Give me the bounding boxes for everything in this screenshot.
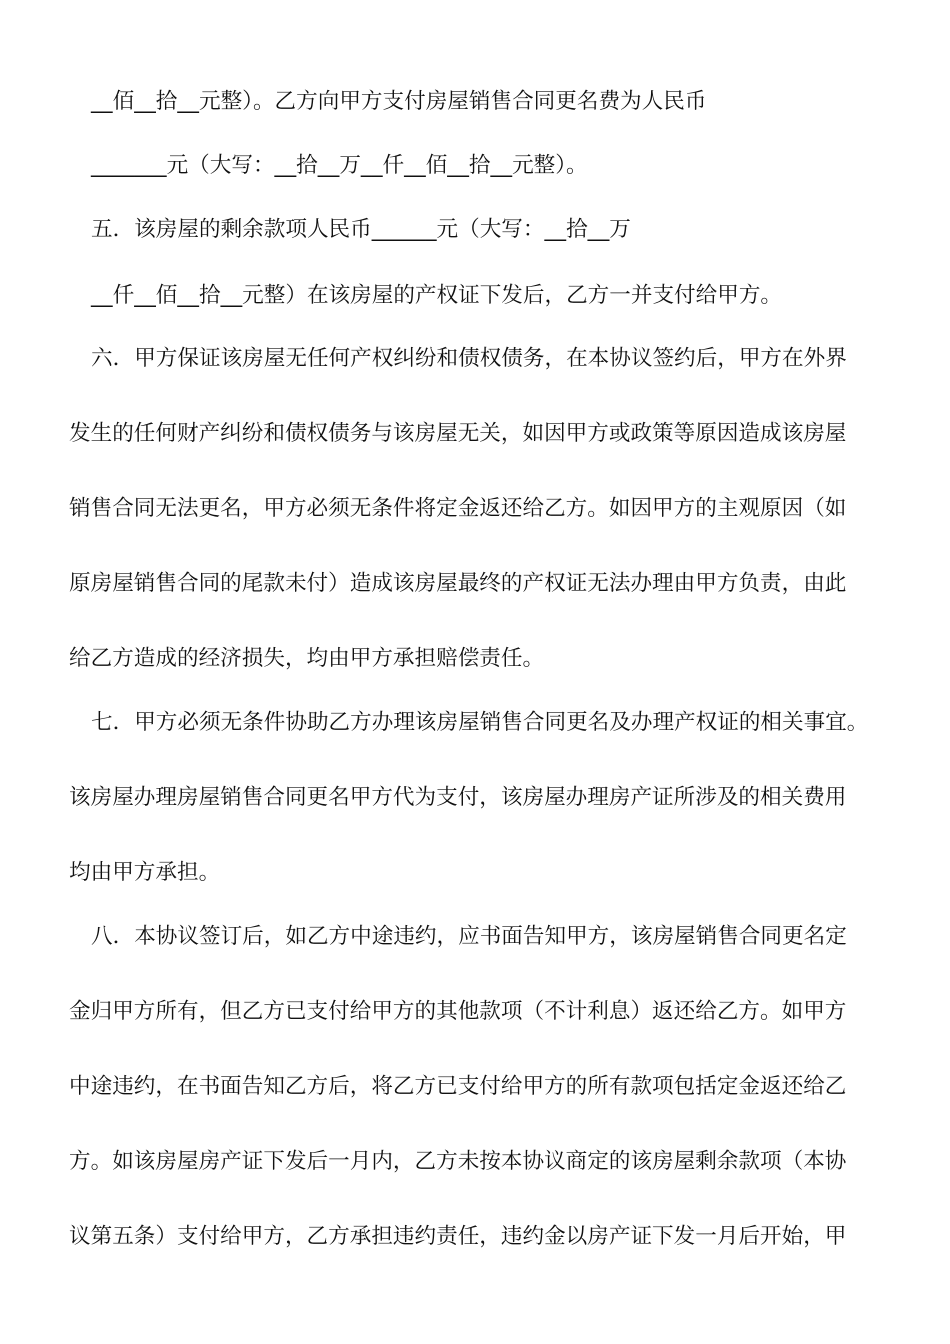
text-line: 发生的任何财产纠纷和债权债务与该房屋无关，如因甲方或政策等原因造成该房屋 xyxy=(69,421,847,446)
text-line: 八．本协议签订后，如乙方中途违约，应书面告知甲方，该房屋销售合同更名定 xyxy=(91,924,847,949)
text-line: 均由甲方承担。 xyxy=(69,860,221,885)
text-line: 该房屋办理房屋销售合同更名甲方代为支付，该房屋办理房产证所涉及的相关费用 xyxy=(69,785,847,810)
text-line: 原房屋销售合同的尾款未付）造成该房屋最终的产权证无法办理由甲方负责，由此 xyxy=(69,571,847,596)
text-line: __佰__拾__元整）。乙方向甲方支付房屋销售合同更名费为人民币 xyxy=(91,89,707,114)
text-line: 销售合同无法更名，甲方必须无条件将定金返还给乙方。如因甲方的主观原因（如 xyxy=(69,496,847,521)
text-line: 六．甲方保证该房屋无任何产权纠纷和债权债务，在本协议签约后，甲方在外界 xyxy=(91,346,847,371)
text-line: 中途违约，在书面告知乙方后，将乙方已支付给甲方的所有款项包括定金返还给乙 xyxy=(69,1074,847,1099)
text-line: 金归甲方所有，但乙方已支付给甲方的其他款项（不计利息）返还给乙方。如甲方 xyxy=(69,999,847,1024)
text-line: 五．该房屋的剩余款项人民币______元（大写：__拾__万 xyxy=(91,217,631,242)
text-line: __仟__佰__拾__元整）在该房屋的产权证下发后，乙方一并支付给甲方。 xyxy=(91,283,783,308)
text-line: 方。如该房屋房产证下发后一月内，乙方未按本协议商定的该房屋剩余款项（本协 xyxy=(69,1149,847,1174)
text-line: 议第五条）支付给甲方，乙方承担违约责任，违约金以房产证下发一月后开始，甲 xyxy=(69,1224,847,1249)
text-line: 给乙方造成的经济损失，均由甲方承担赔偿责任。 xyxy=(69,646,545,671)
text-line: _______元（大写：__拾__万__仟__佰__拾__元整）。 xyxy=(91,153,588,178)
text-line: 七．甲方必须无条件协助乙方办理该房屋销售合同更名及办理产权证的相关事宜。 xyxy=(91,710,869,735)
